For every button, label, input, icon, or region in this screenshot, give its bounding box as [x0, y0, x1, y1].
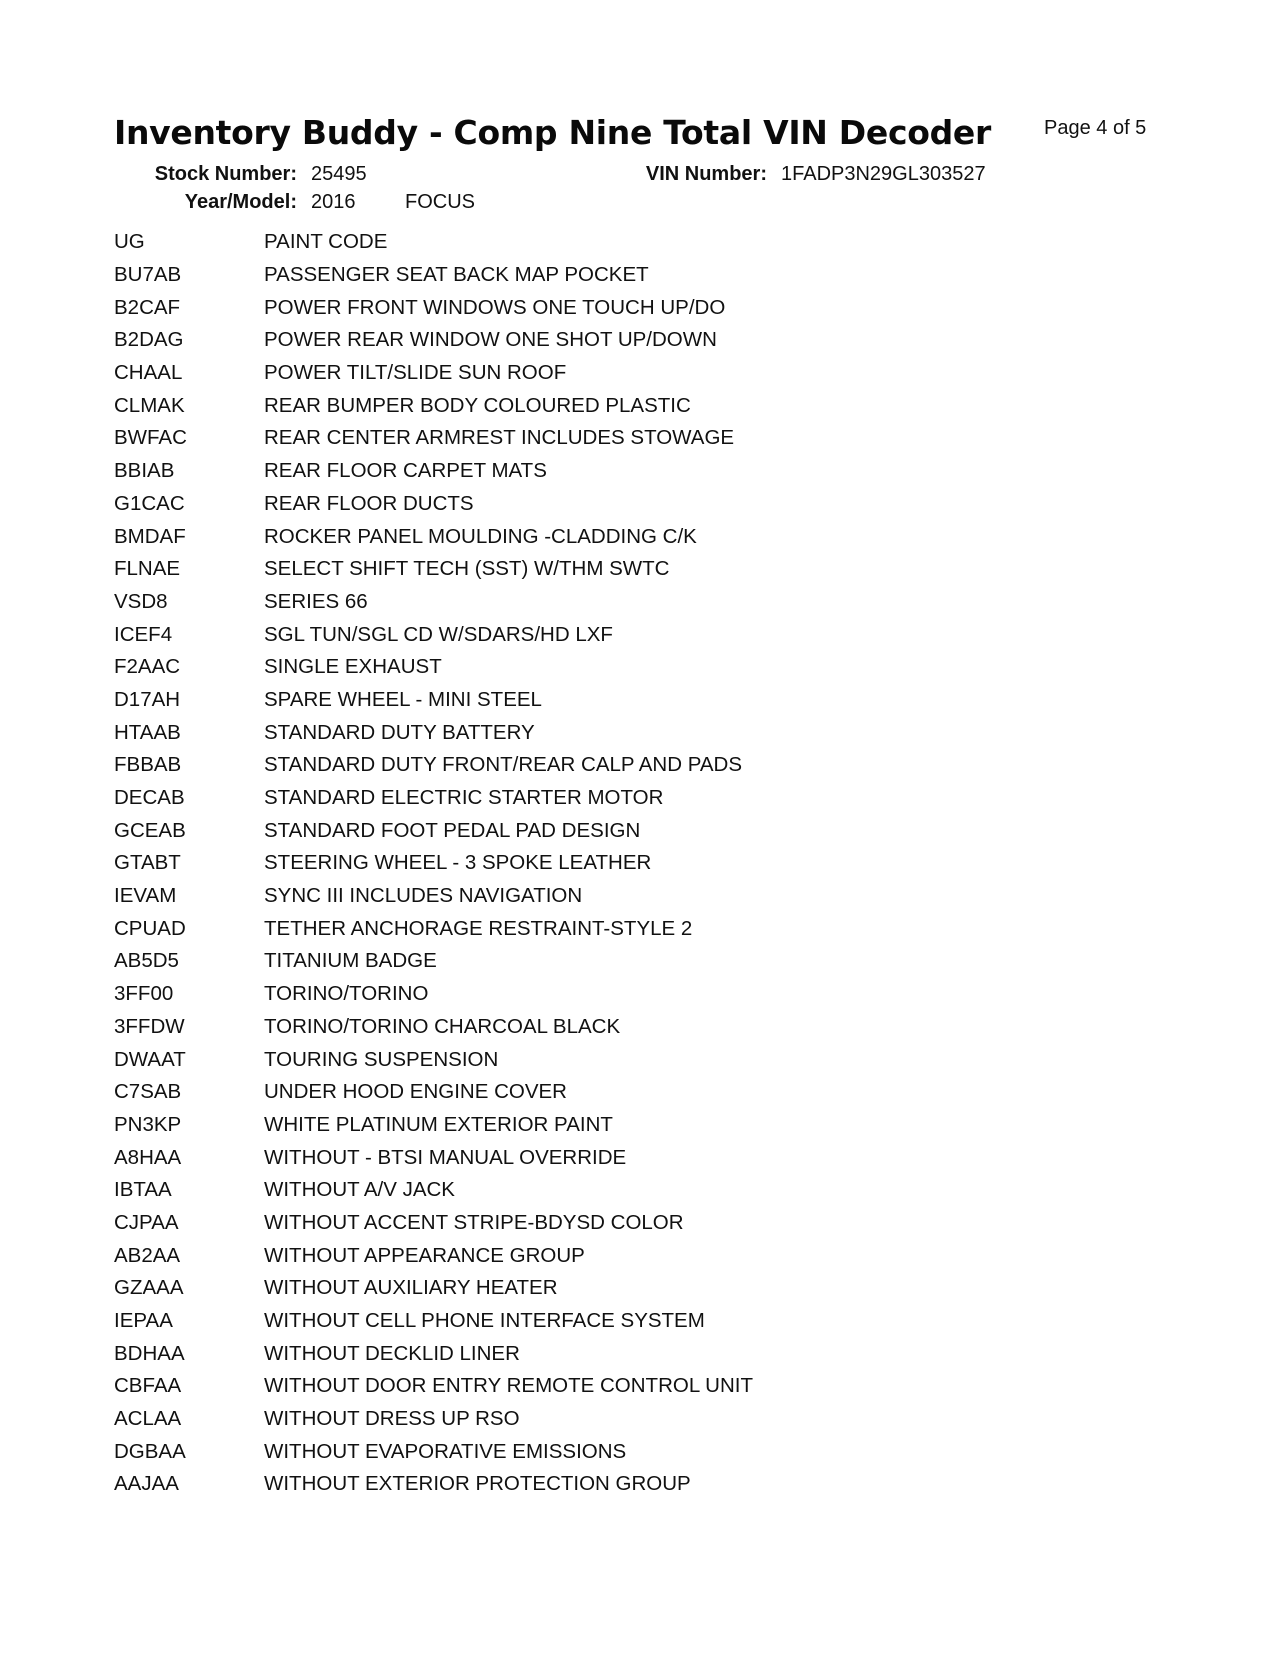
list-item	[114, 553, 1164, 586]
stock-number-value: 25495	[311, 163, 367, 185]
option-description: POWER TILT/SLIDE SUN ROOF	[264, 361, 567, 385]
list-item	[114, 1109, 1164, 1142]
option-code: C7SAB	[114, 1080, 182, 1104]
option-code: CJPAA	[114, 1210, 179, 1234]
option-code: BDHAA	[114, 1341, 185, 1365]
option-description: WITHOUT DOOR ENTRY REMOTE CONTROL UNIT	[264, 1374, 753, 1398]
vin-number-value: 1FADP3N29GL303527	[781, 163, 986, 185]
list-item	[114, 1207, 1164, 1240]
list-item	[114, 422, 1164, 455]
option-description: WITHOUT EXTERIOR PROTECTION GROUP	[264, 1472, 691, 1496]
option-code: B2CAF	[114, 295, 181, 319]
list-item	[114, 847, 1164, 880]
list-item	[114, 259, 1164, 292]
option-description: REAR BUMPER BODY COLOURED PLASTIC	[264, 393, 691, 417]
option-description: PAINT CODE	[264, 230, 388, 254]
list-item	[114, 357, 1164, 390]
option-code: CPUAD	[114, 916, 186, 940]
list-item	[114, 1337, 1164, 1370]
list-item	[114, 978, 1164, 1011]
option-description: SINGLE EXHAUST	[264, 655, 442, 679]
option-description: SYNC III INCLUDES NAVIGATION	[264, 884, 583, 908]
option-code: CLMAK	[114, 393, 185, 417]
option-description: STANDARD FOOT PEDAL PAD DESIGN	[264, 818, 641, 842]
option-description: REAR CENTER ARMREST INCLUDES STOWAGE	[264, 426, 735, 450]
option-code: IBTAA	[114, 1178, 172, 1202]
list-item	[114, 749, 1164, 782]
option-code: AB5D5	[114, 949, 179, 973]
list-item	[114, 1174, 1164, 1207]
option-code: DECAB	[114, 786, 185, 810]
option-code: GZAAA	[114, 1276, 184, 1300]
option-description: STANDARD ELECTRIC STARTER MOTOR	[264, 786, 664, 810]
document-title: Inventory Buddy - Comp Nine Total VIN Decoder	[114, 113, 991, 152]
option-description: WITHOUT A/V JACK	[264, 1178, 455, 1202]
list-item	[114, 782, 1164, 815]
list-item	[114, 1011, 1164, 1044]
option-description: STANDARD DUTY FRONT/REAR CALP AND PADS	[264, 753, 743, 777]
option-code: VSD8	[114, 589, 168, 613]
list-item	[114, 226, 1164, 259]
list-item	[114, 324, 1164, 357]
option-description: TETHER ANCHORAGE RESTRAINT-STYLE 2	[264, 916, 693, 940]
option-code: BBIAB	[114, 459, 175, 483]
list-item	[114, 1370, 1164, 1403]
list-item	[114, 1076, 1164, 1109]
list-item	[114, 291, 1164, 324]
option-description: PASSENGER SEAT BACK MAP POCKET	[264, 263, 649, 287]
option-code: IEPAA	[114, 1309, 173, 1333]
option-code: CHAAL	[114, 361, 183, 385]
option-description: SELECT SHIFT TECH (SST) W/THM SWTC	[264, 557, 670, 581]
list-item	[114, 684, 1164, 717]
option-code: FLNAE	[114, 557, 181, 581]
option-code: CBFAA	[114, 1374, 182, 1398]
option-code: BMDAF	[114, 524, 186, 548]
option-description: WITHOUT DECKLID LINER	[264, 1341, 520, 1365]
option-code: AAJAA	[114, 1472, 179, 1496]
option-description: WITHOUT - BTSI MANUAL OVERRIDE	[264, 1145, 627, 1169]
option-description: WITHOUT APPEARANCE GROUP	[264, 1243, 585, 1267]
option-description: ROCKER PANEL MOULDING -CLADDING C/K	[264, 524, 697, 548]
model-value: FOCUS	[405, 191, 475, 213]
list-item	[114, 586, 1164, 619]
option-description: UNDER HOOD ENGINE COVER	[264, 1080, 567, 1104]
list-item	[114, 716, 1164, 749]
year-value: 2016	[311, 191, 356, 213]
vin-number-label: VIN Number:	[645, 163, 767, 185]
option-description: POWER REAR WINDOW ONE SHOT UP/DOWN	[264, 328, 717, 352]
option-code: IEVAM	[114, 884, 177, 908]
list-item	[114, 1305, 1164, 1338]
option-description: STANDARD DUTY BATTERY	[264, 720, 535, 744]
option-code: GTABT	[114, 851, 181, 875]
option-code: ACLAA	[114, 1407, 182, 1431]
option-description: STEERING WHEEL - 3 SPOKE LEATHER	[264, 851, 652, 875]
year-model-label: Year/Model:	[184, 191, 297, 213]
option-code: UG	[114, 230, 145, 254]
list-item	[114, 1435, 1164, 1468]
option-code: 3FFDW	[114, 1014, 185, 1038]
list-item	[114, 1272, 1164, 1305]
option-code: 3FF00	[114, 982, 174, 1006]
option-code: G1CAC	[114, 491, 185, 515]
list-item	[114, 945, 1164, 978]
option-description: SPARE WHEEL - MINI STEEL	[264, 687, 542, 711]
list-item	[114, 520, 1164, 553]
option-code: A8HAA	[114, 1145, 182, 1169]
option-code: F2AAC	[114, 655, 181, 679]
option-code: D17AH	[114, 687, 181, 711]
list-item	[114, 1403, 1164, 1436]
option-description: TITANIUM BADGE	[264, 949, 437, 973]
list-item	[114, 618, 1164, 651]
option-description: TORINO/TORINO CHARCOAL BLACK	[264, 1014, 621, 1038]
option-code: BWFAC	[114, 426, 187, 450]
option-description: WITHOUT ACCENT STRIPE-BDYSD COLOR	[264, 1210, 684, 1234]
option-description: SERIES 66	[264, 589, 368, 613]
option-code: ICEF4	[114, 622, 173, 646]
option-description: TORINO/TORINO	[264, 982, 429, 1006]
option-code: PN3KP	[114, 1112, 182, 1136]
option-description: POWER FRONT WINDOWS ONE TOUCH UP/DO	[264, 295, 726, 319]
option-code: BU7AB	[114, 263, 182, 287]
option-code: AB2AA	[114, 1243, 181, 1267]
option-code: GCEAB	[114, 818, 186, 842]
option-code: HTAAB	[114, 720, 181, 744]
option-description: TOURING SUSPENSION	[264, 1047, 499, 1071]
list-item	[114, 912, 1164, 945]
option-description: WITHOUT EVAPORATIVE EMISSIONS	[264, 1439, 627, 1463]
list-item	[114, 488, 1164, 521]
option-description: WITHOUT CELL PHONE INTERFACE SYSTEM	[264, 1309, 705, 1333]
option-code: DGBAA	[114, 1439, 186, 1463]
list-item	[114, 1043, 1164, 1076]
list-item	[114, 455, 1164, 488]
list-item	[114, 1239, 1164, 1272]
option-code: B2DAG	[114, 328, 184, 352]
list-item	[114, 814, 1164, 847]
page-number: Page 4 of 5	[1044, 117, 1147, 139]
option-code: DWAAT	[114, 1047, 186, 1071]
option-description: REAR FLOOR CARPET MATS	[264, 459, 547, 483]
option-description: REAR FLOOR DUCTS	[264, 491, 474, 515]
option-code-list	[114, 226, 1164, 1501]
option-description: SGL TUN/SGL CD W/SDARS/HD LXF	[264, 622, 613, 646]
list-item	[114, 389, 1164, 422]
option-description: WITHOUT DRESS UP RSO	[264, 1407, 520, 1431]
list-item	[114, 1141, 1164, 1174]
stock-number-label: Stock Number:	[154, 163, 297, 185]
list-item	[114, 651, 1164, 684]
list-item	[114, 1468, 1164, 1501]
option-description: WITHOUT AUXILIARY HEATER	[264, 1276, 558, 1300]
list-item	[114, 880, 1164, 913]
option-description: WHITE PLATINUM EXTERIOR PAINT	[264, 1112, 613, 1136]
option-code: FBBAB	[114, 753, 182, 777]
